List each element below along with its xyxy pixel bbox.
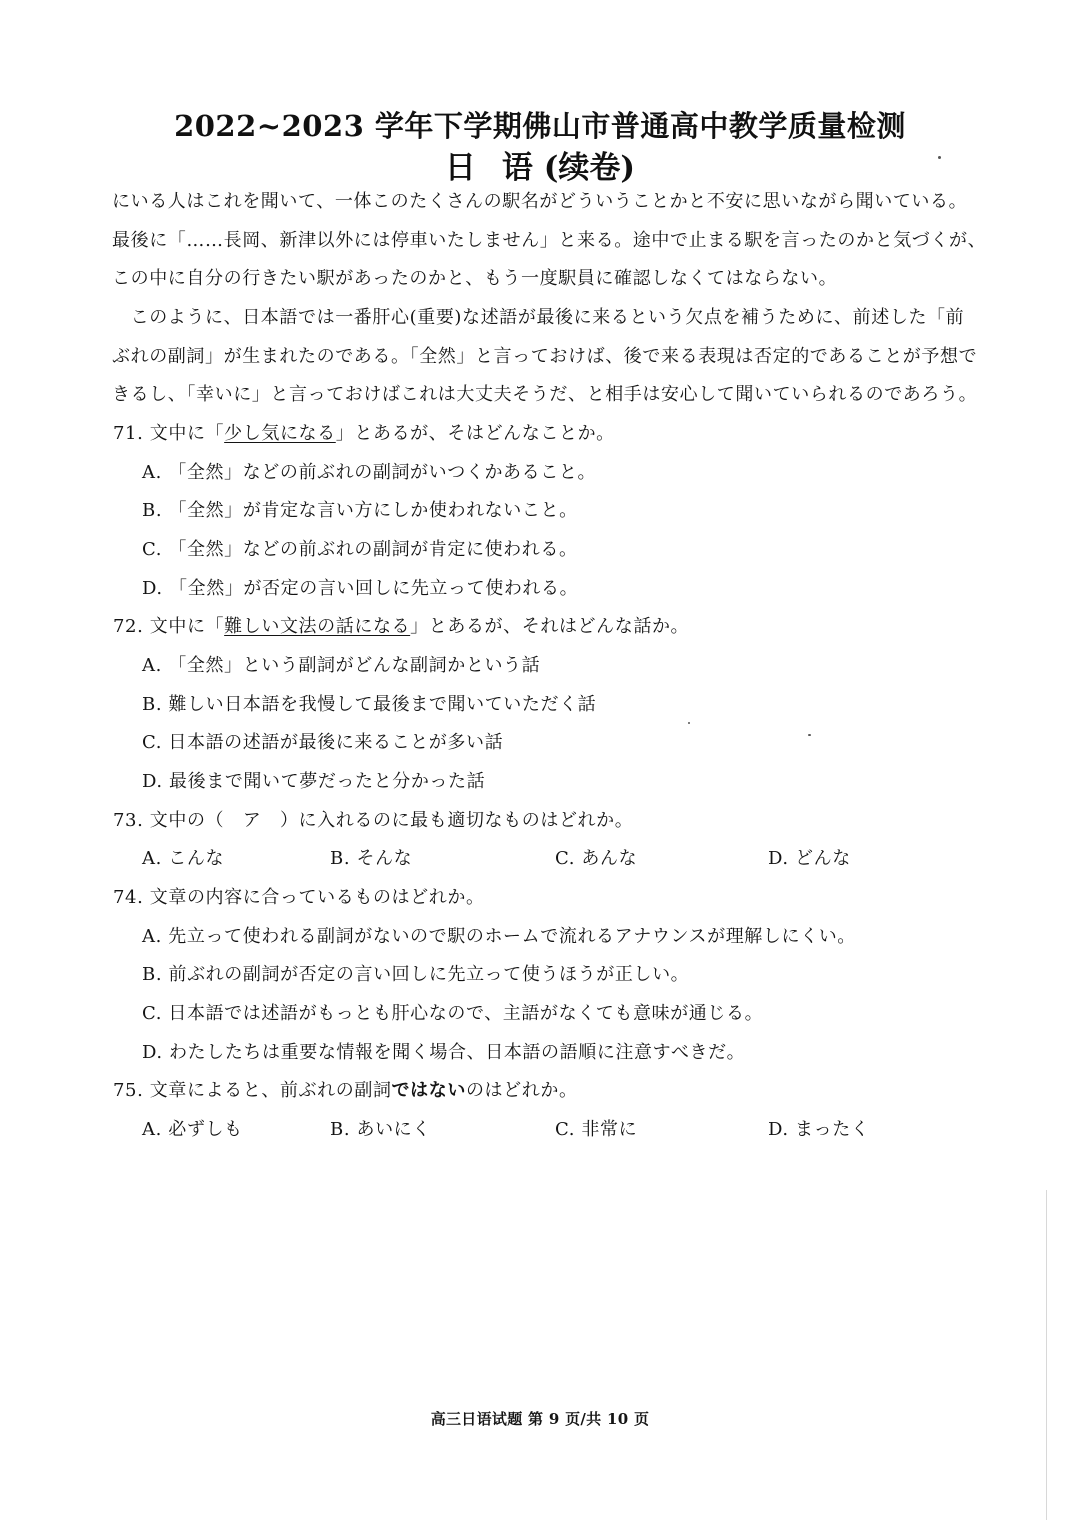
option-72-c: C. 日本語の述語が最後に来ることが多い話 [142,732,504,753]
scan-speck [688,722,690,724]
scan-speck [938,156,941,159]
question-text: 」とあるが、そはどんなことか。 [335,423,615,444]
question-text: 」とあるが、それはどんな話か。 [410,616,690,637]
option-73-a: A. こんな [142,848,225,869]
passage-line: この中に自分の行きたい駅があったのかと、もう一度駅員に確認しなくてはならない。 [112,268,838,289]
option-74-b: B. 前ぶれの副詞が否定の言い回しに先立って使うほうが正しい。 [142,964,690,985]
option-72-a: A. 「全然」という副詞がどんな副詞かという話 [142,655,541,676]
question-text: 72. 文中に「 [113,616,225,637]
option-71-a: A. 「全然」などの前ぶれの副詞がいつくかあること。 [142,462,597,483]
option-73-d: D. どんな [768,848,851,869]
passage-line: ぶれの副詞」が生まれたのである。「全然」と言っておけば、後で来る表現は否定的であることが予想で [112,346,978,367]
option-73-b: B. そんな [330,848,413,869]
underlined-phrase: 難しい文法の話になる [224,616,411,637]
option-71-d: D. 「全然」が否定の言い回しに先立って使われる。 [142,578,579,599]
option-74-a: A. 先立って使われる副詞がないので駅のホームで流れるアナウンスが理解しにくい。 [142,926,856,947]
emphasized-phrase: ではない [391,1080,466,1101]
option-72-d: D. 最後まで聞いて夢だったと分かった話 [142,771,486,792]
passage-line: 最後に「……長岡、新津以外には停車いたしません」と来る。途中で止まる駅を言ったのかと気づくが、 [112,230,987,251]
option-75-a: A. 必ずしも [142,1119,243,1140]
question-text: のはどれか。 [465,1080,578,1101]
question-72 [113,614,689,640]
option-73-c: C. あんな [555,848,638,869]
question-75 [113,1078,578,1104]
underlined-phrase: 少し気になる [224,423,336,444]
scan-speck [808,734,811,736]
page-footer: 高三日语试题 第 9 页/共 10 页 [430,1410,650,1428]
exam-title: 2022~2023 学年下学期佛山市普通高中教学质量检测 [174,109,906,143]
exam-subtitle [0,142,1080,187]
option-75-b: B. あいにく [330,1119,431,1140]
option-75-c: C. 非常に [555,1119,638,1140]
passage-line: にいる人はこれを聞いて、一体このたくさんの駅名がどういうことかと不安に思いながら聞いている。 [112,191,968,212]
passage-line: きるし、「幸いに」と言っておけばこれは大丈夫そうだ、と相手は安心して聞いていられるのであろう。 [112,384,978,405]
subject-rest: 语 (续卷) [501,150,636,186]
question-73: 73. 文中の（ ア ）に入れるのに最も適切なものはどれか。 [113,810,634,831]
option-72-b: B. 難しい日本語を我慢して最後まで聞いていただく話 [142,694,597,715]
option-71-b: B. 「全然」が肯定な言い方にしか使われないこと。 [142,500,578,521]
option-74-d: D. わたしたちは重要な情報を聞く場合、日本語の語順に注意すべきだ。 [142,1042,746,1063]
option-71-c: C. 「全然」などの前ぶれの副詞が肯定に使われる。 [142,539,578,560]
subject-char: 日 [444,150,476,186]
scan-edge-line [1046,1190,1047,1520]
question-74: 74. 文章の内容に合っているものはどれか。 [113,887,485,908]
question-text: 71. 文中に「 [113,423,225,444]
question-text: 75. 文章によると、前ぶれの副詞 [113,1080,392,1101]
option-74-c: C. 日本語では述語がもっとも肝心なので、主語がなくても意味が通じる。 [142,1003,764,1024]
option-75-d: D. まったく [768,1119,870,1140]
passage-line: このように、日本語では一番肝心(重要)な述語が最後に来るという欠点を補うために、前述した「前 [112,307,965,328]
question-71 [113,421,615,447]
